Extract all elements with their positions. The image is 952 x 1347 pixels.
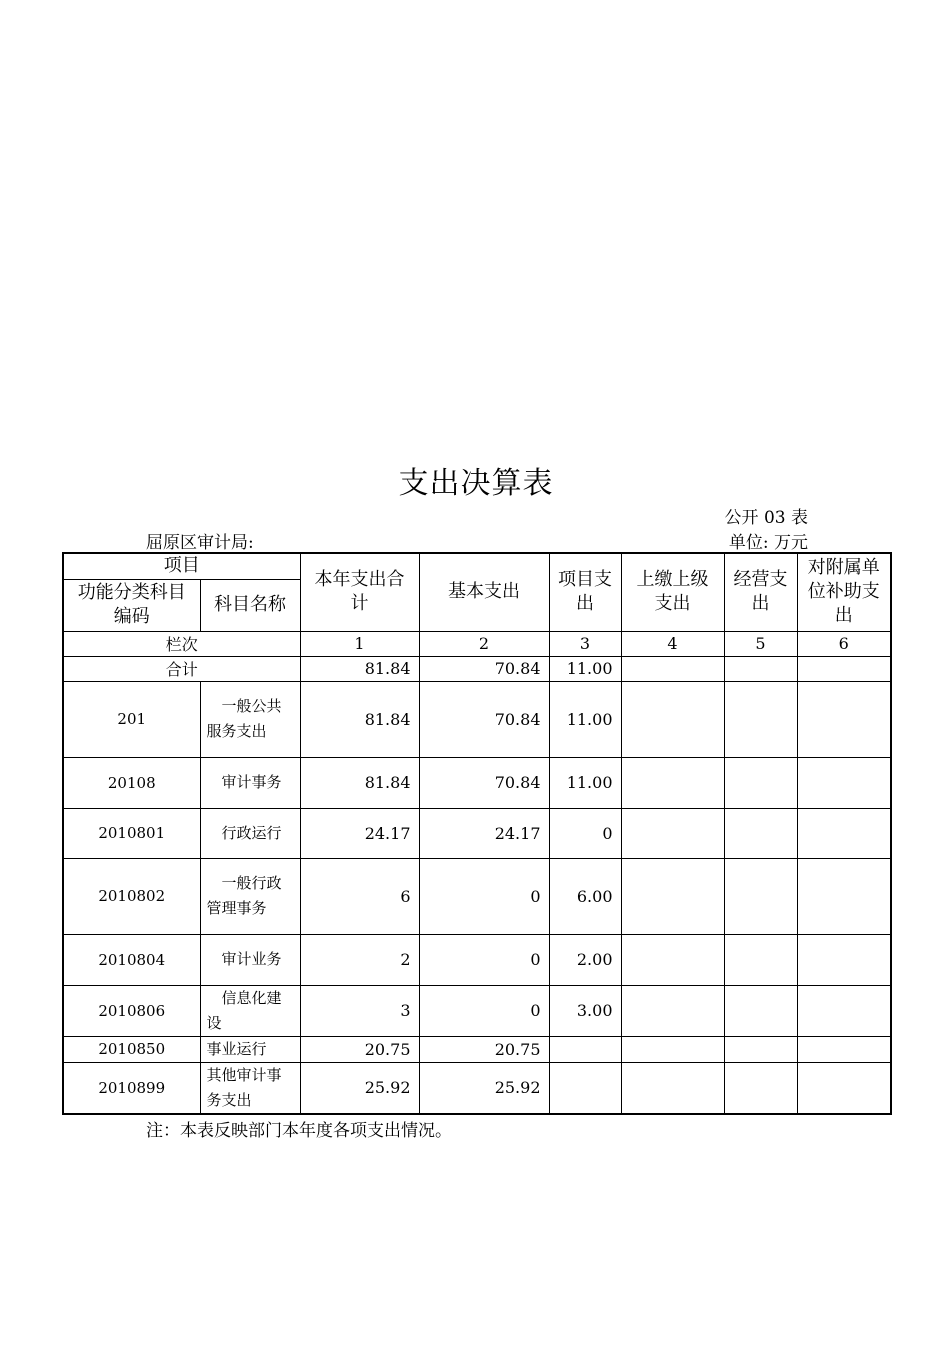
- table-row: [63, 1036, 891, 1062]
- row-subsidy: [797, 808, 891, 858]
- row-name: 其他审计事务支出: [200, 1062, 300, 1114]
- row-code: 2010899: [63, 1062, 200, 1114]
- row-name: 行政运行: [200, 808, 300, 858]
- row-total: 6: [300, 858, 419, 934]
- row-project: 3.00: [549, 985, 621, 1036]
- row-name: 一般行政管理事务: [200, 858, 300, 934]
- header-name: 科目名称: [200, 579, 300, 631]
- header-project-expense: 项目支出: [549, 553, 621, 631]
- row-upper: [621, 1036, 724, 1062]
- row-basic: 0: [419, 985, 549, 1036]
- row-project: [549, 1062, 621, 1114]
- table-row: [63, 808, 891, 858]
- row-subsidy: [797, 934, 891, 985]
- table-row: [63, 858, 891, 934]
- row-code: 2010802: [63, 858, 200, 934]
- sum-upper: [621, 656, 724, 681]
- expenditure-table: [62, 552, 892, 1115]
- row-total: 2: [300, 934, 419, 985]
- row-total: 24.17: [300, 808, 419, 858]
- header-basic: 基本支出: [419, 553, 549, 631]
- unit-label: 单位: 万元: [728, 533, 808, 553]
- row-business: [724, 934, 797, 985]
- row-business: [724, 1062, 797, 1114]
- page-title: 支出决算表: [398, 466, 554, 501]
- row-upper: [621, 858, 724, 934]
- row-total: 20.75: [300, 1036, 419, 1062]
- header-subsidy: 对附属单位补助支出: [797, 553, 891, 631]
- row-basic: 0: [419, 934, 549, 985]
- row-basic: 70.84: [419, 681, 549, 757]
- footnote: 注：本表反映部门本年度各项支出情况。: [146, 1121, 452, 1141]
- row-name: 事业运行: [200, 1036, 300, 1062]
- column-number: 3: [549, 631, 621, 656]
- row-total: 25.92: [300, 1062, 419, 1114]
- column-number: 6: [797, 631, 891, 656]
- row-subsidy: [797, 1036, 891, 1062]
- sum-project: 11.00: [549, 656, 621, 681]
- row-upper: [621, 808, 724, 858]
- row-basic: 70.84: [419, 757, 549, 808]
- row-project: [549, 1036, 621, 1062]
- row-subsidy: [797, 1062, 891, 1114]
- row-code: 2010801: [63, 808, 200, 858]
- row-name: 信息化建设: [200, 985, 300, 1036]
- sum-basic: 70.84: [419, 656, 549, 681]
- table-row: [63, 757, 891, 808]
- row-code: 2010850: [63, 1036, 200, 1062]
- row-name: 一般公共服务支出: [200, 681, 300, 757]
- sum-subsidy: [797, 656, 891, 681]
- column-number: 4: [621, 631, 724, 656]
- row-name: 审计业务: [200, 934, 300, 985]
- row-business: [724, 985, 797, 1036]
- column-number: 5: [724, 631, 797, 656]
- header-project: 项目: [63, 553, 300, 579]
- row-name: 审计事务: [200, 757, 300, 808]
- row-upper: [621, 985, 724, 1036]
- row-upper: [621, 681, 724, 757]
- department-name: 屈原区审计局:: [146, 533, 254, 553]
- row-business: [724, 858, 797, 934]
- row-total: 3: [300, 985, 419, 1036]
- column-number: 1: [300, 631, 419, 656]
- sum-total: 81.84: [300, 656, 419, 681]
- row-total: 81.84: [300, 757, 419, 808]
- header-upper: 上缴上级支出: [621, 553, 724, 631]
- form-number: 公开 03 表: [724, 508, 808, 528]
- row-code: 20108: [63, 757, 200, 808]
- row-basic: 20.75: [419, 1036, 549, 1062]
- row-code: 201: [63, 681, 200, 757]
- row-project: 6.00: [549, 858, 621, 934]
- row-subsidy: [797, 858, 891, 934]
- header-business: 经营支出: [724, 553, 797, 631]
- row-subsidy: [797, 757, 891, 808]
- row-project: 0: [549, 808, 621, 858]
- table-row: [63, 934, 891, 985]
- row-subsidy: [797, 985, 891, 1036]
- row-code: 2010806: [63, 985, 200, 1036]
- row-project: 2.00: [549, 934, 621, 985]
- column-row-label: 栏次: [63, 631, 300, 656]
- header-code: 功能分类科目编码: [63, 579, 200, 631]
- row-basic: 0: [419, 858, 549, 934]
- row-code: 2010804: [63, 934, 200, 985]
- row-project: 11.00: [549, 681, 621, 757]
- row-business: [724, 808, 797, 858]
- row-basic: 25.92: [419, 1062, 549, 1114]
- row-subsidy: [797, 681, 891, 757]
- header-total: 本年支出合计: [300, 553, 419, 631]
- row-upper: [621, 934, 724, 985]
- row-business: [724, 757, 797, 808]
- table-row: [63, 985, 891, 1036]
- row-business: [724, 681, 797, 757]
- row-upper: [621, 1062, 724, 1114]
- row-upper: [621, 757, 724, 808]
- table-row: [63, 1062, 891, 1114]
- sum-business: [724, 656, 797, 681]
- sum-row-label: 合计: [63, 656, 300, 681]
- row-business: [724, 1036, 797, 1062]
- row-basic: 24.17: [419, 808, 549, 858]
- table-row: [63, 681, 891, 757]
- row-project: 11.00: [549, 757, 621, 808]
- column-number: 2: [419, 631, 549, 656]
- row-total: 81.84: [300, 681, 419, 757]
